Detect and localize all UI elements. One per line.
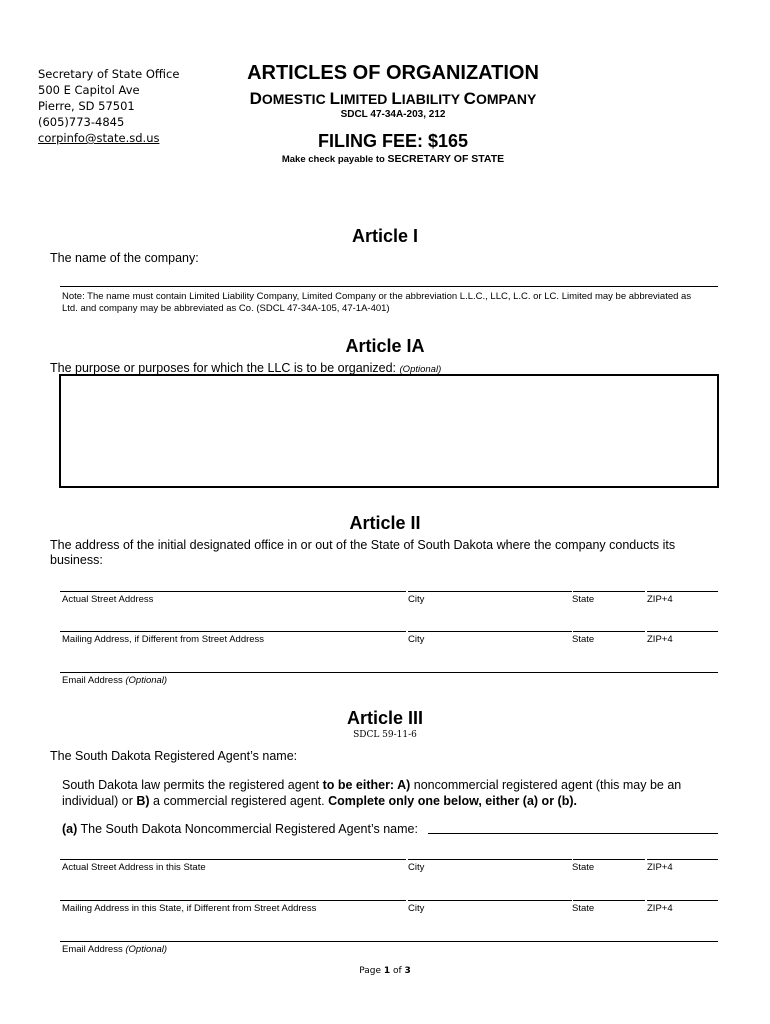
office-mailing-state-field[interactable] bbox=[573, 631, 645, 632]
office-phone: (605)773-4845 bbox=[38, 115, 125, 129]
office-zip-field[interactable] bbox=[647, 591, 718, 592]
article-2-heading: Article II bbox=[349, 513, 421, 533]
agent-email-label: Email Address (Optional) bbox=[62, 944, 168, 955]
office-mailing-city-field[interactable] bbox=[408, 631, 572, 632]
noncommercial-agent-label: (a) The South Dakota Noncommercial Registered Agent’s name: bbox=[62, 822, 418, 836]
office-address-block bbox=[38, 66, 179, 146]
agent-street-label: Actual Street Address in this State bbox=[62, 862, 206, 873]
office-mailing-zip-field[interactable] bbox=[647, 631, 718, 632]
office-street-label: Actual Street Address bbox=[62, 594, 154, 605]
purpose-textarea[interactable] bbox=[59, 374, 719, 488]
office-street-field[interactable] bbox=[60, 591, 406, 592]
office-email-link[interactable]: corpinfo@state.sd.us bbox=[38, 131, 160, 145]
office-email-label: Email Address (Optional) bbox=[62, 675, 168, 686]
agent-mailing-zip-label: ZIP+4 bbox=[647, 903, 673, 914]
agent-state-field[interactable] bbox=[573, 859, 645, 860]
agent-city-field[interactable] bbox=[408, 859, 572, 860]
company-name-field[interactable] bbox=[60, 286, 718, 287]
noncommercial-agent-name-field[interactable] bbox=[428, 833, 718, 834]
agent-city-label: City bbox=[408, 862, 425, 873]
article-1a-heading: Article IA bbox=[345, 336, 425, 356]
agent-mailing-label: Mailing Address in this State, if Different from Street Address bbox=[62, 903, 317, 914]
filing-fee: FILING FEE: $165 bbox=[317, 131, 469, 151]
office-mailing-zip-label: ZIP+4 bbox=[647, 634, 673, 645]
office-mailing-state-label: State bbox=[572, 634, 595, 645]
agent-mailing-city-label: City bbox=[408, 903, 425, 914]
agent-mailing-zip-field[interactable] bbox=[647, 900, 718, 901]
office-mailing-city-label: City bbox=[408, 634, 425, 645]
office-city-field[interactable] bbox=[408, 591, 572, 592]
agent-zip-label: ZIP+4 bbox=[647, 862, 673, 873]
article-1-heading: Article I bbox=[351, 226, 419, 246]
article-3-statute: SDCL 59-11-6 bbox=[353, 730, 417, 740]
check-payable-note: Make check payable to SECRETARY OF STATE bbox=[281, 153, 505, 165]
registered-agent-label: The South Dakota Registered Agent’s name: bbox=[50, 749, 298, 763]
designated-office-label: The address of the initial designated office in or out of the State of South Dakota where the company conducts its business: bbox=[50, 538, 676, 567]
registered-agent-law-text: South Dakota law permits the registered agent to be either: A) noncommercial registered agent (this may be an individual) or B) a commercial registered agent. Complete only one below, either (a) or (b). bbox=[62, 778, 682, 808]
office-city-label: City bbox=[408, 594, 425, 605]
company-name-label: The name of the company: bbox=[50, 251, 199, 265]
agent-state-label: State bbox=[572, 862, 595, 873]
form-statute: SDCL 47-34A-203, 212 bbox=[340, 109, 446, 120]
agent-mailing-city-field[interactable] bbox=[408, 900, 572, 901]
article-3-heading: Article III bbox=[346, 708, 424, 728]
agent-mailing-state-field[interactable] bbox=[573, 900, 645, 901]
form-subtitle: DOMESTIC LIMITED LIABILITY COMPANY bbox=[249, 89, 537, 108]
purpose-label: The purpose or purposes for which the LLC is to be organized: (Optional) bbox=[50, 361, 442, 375]
office-email-field[interactable] bbox=[60, 672, 718, 673]
agent-mailing-field[interactable] bbox=[60, 900, 406, 901]
office-street: 500 E Capitol Ave bbox=[38, 83, 140, 97]
office-mailing-field[interactable] bbox=[60, 631, 406, 632]
office-state-field[interactable] bbox=[573, 591, 645, 592]
form-title: ARTICLES OF ORGANIZATION bbox=[247, 62, 539, 84]
office-zip-label: ZIP+4 bbox=[647, 594, 673, 605]
office-mailing-label: Mailing Address, if Different from Street Address bbox=[62, 634, 265, 645]
office-state-label: State bbox=[572, 594, 595, 605]
page-number: Page 1 of 3 bbox=[359, 966, 411, 976]
agent-street-field[interactable] bbox=[60, 859, 406, 860]
agent-mailing-state-label: State bbox=[572, 903, 595, 914]
office-name: Secretary of State Office bbox=[38, 67, 180, 81]
company-name-note: Note: The name must contain Limited Liability Company, Limited Company or the abbreviation L.L.C., LLC, L.C. or LC. Limited may be abbreviated as Ltd. and company may be abbreviated as Co. (SDCL 47-34A-105, 47-1A-401) bbox=[62, 291, 692, 314]
agent-email-field[interactable] bbox=[60, 941, 718, 942]
agent-zip-field[interactable] bbox=[647, 859, 718, 860]
office-city: Pierre, SD 57501 bbox=[38, 99, 135, 113]
